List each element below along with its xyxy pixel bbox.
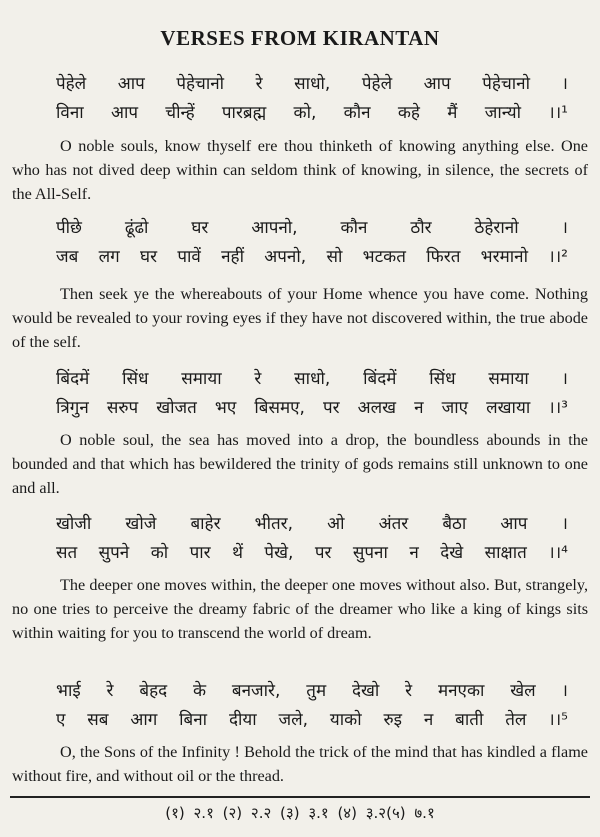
verse-line: पीछे ढूंढो घर आपनो, कौन ठौर ठेहेरानो । <box>56 218 568 238</box>
translation: Then seek ye the whereabouts of your Home whence you have come. Nothing would be revealed to your roving eyes if they have not discovered within, the true abode of the self. <box>12 285 588 351</box>
translation: The deeper one moves within, the deeper one moves without also. But, strangely, no one tries to perceive the dreamy fabric of the dreamer who like a king of kings sits within waiting for you to transcend the world of dream. <box>12 576 588 642</box>
stanza-5 <box>12 677 588 788</box>
verse-line: त्रिगुन सरुप खोजत भए बिसमए, पर अलख न जाए लखाया ।।³ <box>56 398 568 418</box>
translation: O, the Sons of the Infinity ! Behold the trick of the mind that has kindled a flame without fire, and without oil or the thread. <box>12 743 588 785</box>
translation: O noble souls, know thyself ere thou thinketh of knowing anything else. One who has not dived deep within can seldom think of knowing, in silence, the secrets of the All-Self. <box>12 137 588 203</box>
verse-line: खोजी खोजे बाहेर भीतर, ओ अंतर बैठा आप । <box>56 514 568 534</box>
verse-line: भाई रे बेहद के बनजारे, तुम देखो रे मनएका खेल । <box>56 681 568 701</box>
stanza-4 <box>12 510 588 645</box>
stanza-3 <box>12 365 588 500</box>
stanza-1 <box>12 70 588 206</box>
translation: O noble soul, the sea has moved into a drop, the boundless abounds in the bounded and that which has bewildered the trinity of gods remains still unknown to one and all. <box>12 431 588 497</box>
footnote-references: (१) २.१ (२) २.२ (३) ३.१ (४) ३.२(५) ७.१ <box>165 804 435 822</box>
verse-line: बिंदमें सिंध समाया रे साधो, बिंदमें सिंध समाया । <box>56 369 568 389</box>
footnote-divider <box>10 796 590 798</box>
page-title: VERSES FROM KIRANTAN <box>160 26 440 50</box>
verse-line: जब लग घर पावें नहीं अपनो, सो भटकत फिरत भरमानो ।।² <box>56 247 568 267</box>
verse-line: ए सब आग बिना दीया जले, याको रुइ न बाती तेल ।।⁵ <box>56 710 568 730</box>
verse-line: सत सुपने को पार थें पेखे, पर सुपना न देखे साक्षात ।।⁴ <box>56 543 568 563</box>
verse-line: विना आप चीन्हें पारब्रह्म को, कौन कहे मैं जान्यो ।।¹ <box>56 103 568 123</box>
stanza-2 <box>12 214 588 354</box>
verse-line: पेहेले आप पेहेचानो रे साधो, पेहेले आप पेहेचानो । <box>56 74 568 94</box>
